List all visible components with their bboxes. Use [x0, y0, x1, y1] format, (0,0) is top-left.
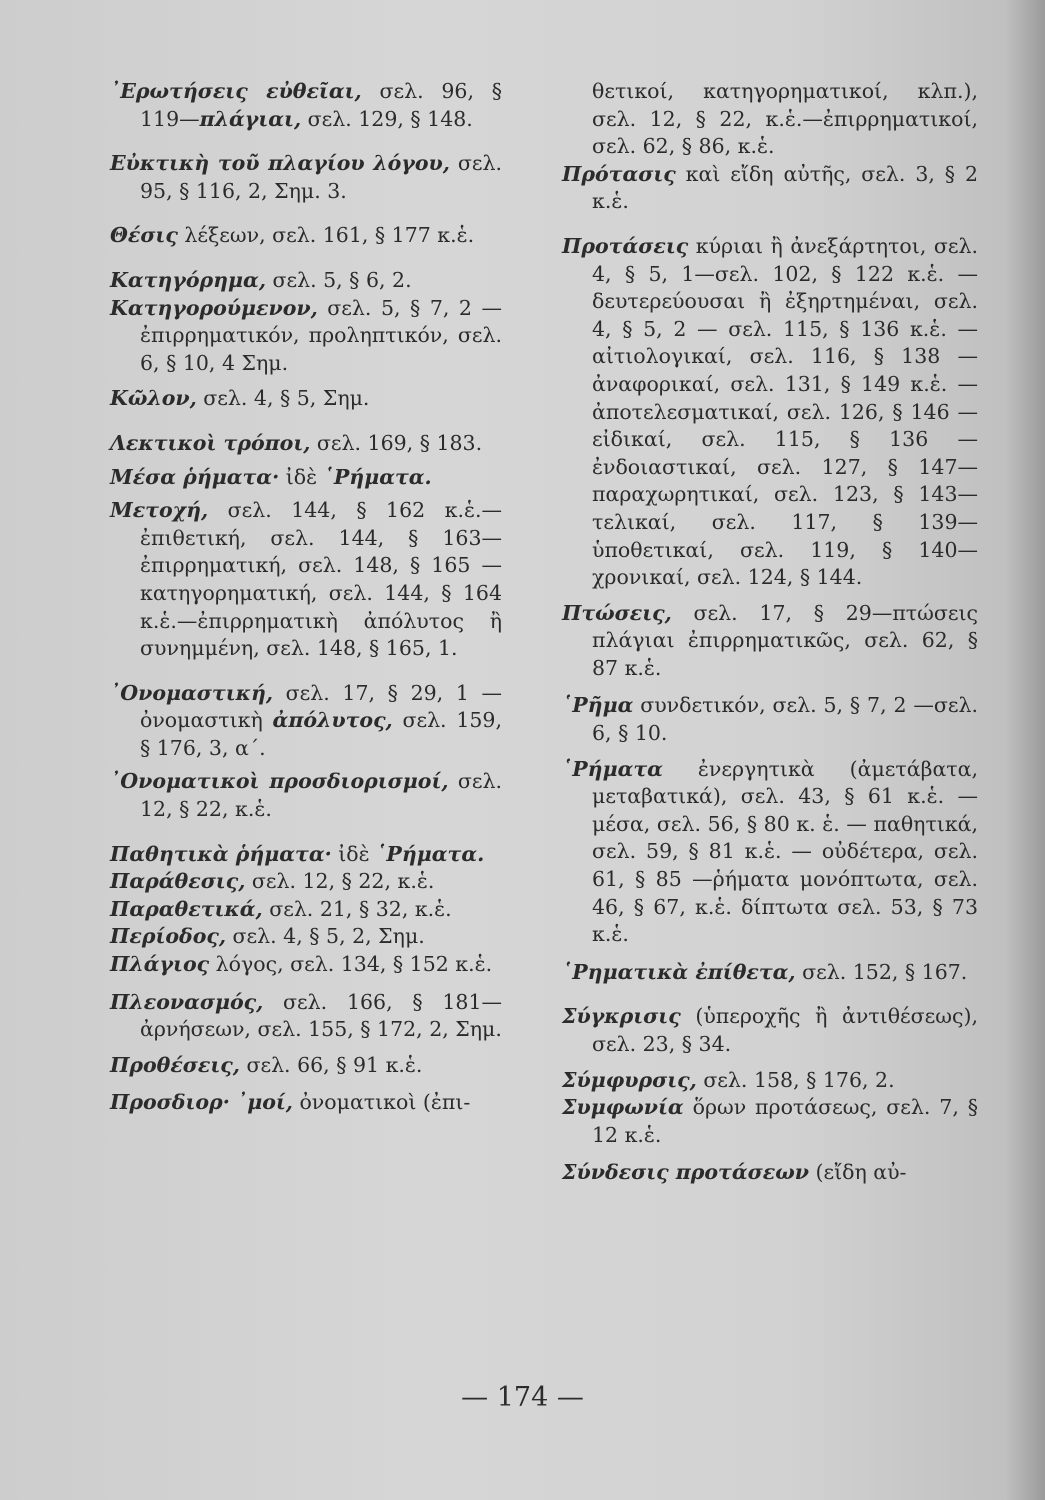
index-entry: Λεκτικοὶ τρόποι, σελ. 169, § 183.	[110, 430, 483, 455]
index-entry: Παθητικὰ ῥήματα· ἰδὲ ῾Ρήματα.	[110, 841, 485, 866]
page-number: — 174 —	[461, 1382, 584, 1413]
index-entry: Προσδιορ· ᾿μοί, ὀνοματικοὶ (ἐπι-	[110, 1090, 471, 1115]
index-entry-continuation: θετικοί, κατηγορηματικοί, κλπ.), σελ. 12, § 22, κ.ἑ.—ἐπιρρηματικοί, σελ. 62, § 86, κ.ἑ.	[592, 79, 978, 159]
index-entry: Προτάσεις κύριαι ἢ ἀνεξάρτητοι, σελ. 4, § 5, 1—σελ. 102, § 122 κ.ἑ. — δευτερεύουσαι ἢ ἐξηρτημέναι, σελ. 4, § 5, 2 — σελ. 115, § 136 κ.ἑ. — αἰτιολογικαί, σελ. 116, § 138 — ἀναφορικαί, σελ. 131, § 149 κ.ἑ. — ἀποτελεσματικαί, σελ. 126, § 146 — εἰδικαί, σελ. 115, § 136 — ἐνδοιαστικαί, σελ. 127, § 147—παραχωρητικαί, σελ. 123, § 143—τελικαί, σελ. 117, § 139—ὑποθετικαί, σελ. 119, § 140—χρονικαί, σελ. 124, § 144.	[562, 233, 978, 590]
index-entry: Σύγκρισις (ὑπεροχῆς ἢ ἀντιθέσεως), σελ. 23, § 34.	[562, 1004, 978, 1056]
index-column-right	[562, 78, 978, 1187]
index-entry: ᾿Ερωτήσεις εὐθεῖαι, σελ. 96, § 119—πλάγιαι, σελ. 129, § 148.	[110, 79, 502, 131]
index-entry: Κατηγορούμενον, σελ. 5, § 7, 2 —ἐπιρρηματικόν, προληπτικόν, σελ. 6, § 10, 4 Σημ.	[110, 295, 502, 375]
index-entry: ᾿Ονομαστική, σελ. 17, § 29, 1 — ὀνομαστικὴ ἀπόλυτος, σελ. 159, § 176, 3, α΄.	[110, 680, 502, 760]
index-entry: Κατηγόρημα, σελ. 5, § 6, 2.	[110, 267, 412, 292]
index-column-left	[110, 78, 502, 1117]
index-entry: Πλεονασμός, σελ. 166, § 181—ἀρνήσεων, σελ. 155, § 172, 2, Σημ.	[110, 989, 502, 1042]
index-entry: Παράθεσις, σελ. 12, § 22, κ.ἑ.	[110, 869, 435, 894]
index-entry: Πτώσεις, σελ. 17, § 29—πτώσεις πλάγιαι ἐπιρρηματικῶς, σελ. 62, § 87 κ.ἑ.	[562, 600, 978, 680]
index-entry: Εὐκτικὴ τοῦ πλαγίου λόγου, σελ. 95, § 116, 2, Σημ. 3.	[110, 151, 502, 203]
index-entry: ῾Ρήματα ἐνεργητικὰ (ἀμετάβατα, μεταβατικά), σελ. 43, § 61 κ.ἑ. — μέσα, σελ. 56, § 80 κ. ἑ. — παθητικά, σελ. 59, § 81 κ.ἑ. — οὐδέτερα, σελ. 61, § 85 —ῥήματα μονόπτωτα, σελ. 46, § 67, κ.ἑ. δίπτωτα σελ. 53, § 73 κ.ἑ.	[562, 756, 978, 947]
index-entry: Μέσα ῥήματα· ἰδὲ ῾Ρήματα.	[110, 464, 432, 489]
index-entry: ῾Ρηματικὰ ἐπίθετα, σελ. 152, § 167.	[562, 959, 968, 984]
index-entry: Κῶλον, σελ. 4, § 5, Σημ.	[110, 386, 370, 411]
index-entry: Σύνδεσις προτάσεων (εἴδη αὐ-	[562, 1160, 907, 1185]
index-entry: Πρότασις καὶ εἴδη αὐτῆς, σελ. 3, § 2 κ.ἑ.	[562, 161, 978, 214]
index-entry: Μετοχή, σελ. 144, § 162 κ.ἑ.—ἐπιθετική, σελ. 144, § 163—ἐπιρρηματική, σελ. 148, § 165 —κατηγορηματική, σελ. 144, § 164 κ.ἑ.—ἐπιρρηματικὴ ἀπόλυτος ἢ συνημμένη, σελ. 148, § 165, 1.	[110, 498, 502, 661]
page-edge-shadow	[1005, 0, 1045, 1500]
index-entry: ῾Ρῆμα συνδετικόν, σελ. 5, § 7, 2 —σελ. 6, § 10.	[562, 693, 978, 746]
index-entry: Προθέσεις, σελ. 66, § 91 κ.ἑ.	[110, 1052, 423, 1077]
index-entry: ᾿Ονοματικοὶ προσδιορισμοί, σελ. 12, § 22, κ.ἑ.	[110, 769, 503, 822]
index-entry: Πλάγιος λόγος, σελ. 134, § 152 κ.ἑ.	[110, 952, 493, 977]
index-entry: Παραθετικά, σελ. 21, § 32, κ.ἑ.	[110, 896, 452, 921]
index-entry: Συμφωνία ὅρων προτάσεως, σελ. 7, § 12 κ.ἑ.	[562, 1095, 978, 1147]
index-entry: Περίοδος, σελ. 4, § 5, 2, Σημ.	[110, 924, 425, 949]
index-entry: Σύμφυρσις, σελ. 158, § 176, 2.	[562, 1067, 895, 1092]
index-entry: Θέσις λέξεων, σελ. 161, § 177 κ.ἑ.	[110, 223, 475, 248]
